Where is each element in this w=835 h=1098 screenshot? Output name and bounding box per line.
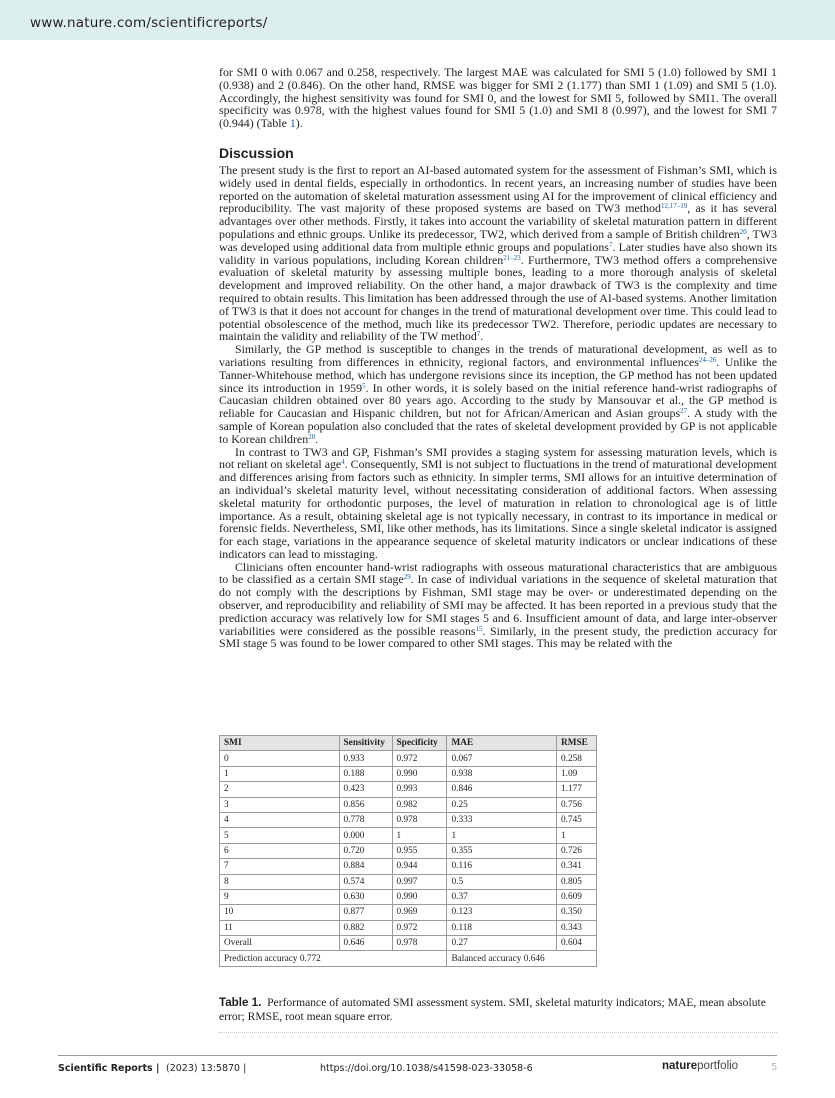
table-cell: 4: [220, 812, 340, 827]
table-cell: 0.37: [447, 889, 557, 904]
table-row-overall: [220, 936, 597, 951]
table-cell: 0.944: [392, 859, 447, 874]
table-cell: 0.969: [392, 905, 447, 920]
table-cell: 0.343: [557, 920, 597, 935]
table-row: [220, 751, 597, 766]
discussion-paragraph-4: Clinicians often encounter hand-wrist radiographs with osseous maturational characteristics that are ambiguous to be classified as a certain SMI stage$^{29}$. In case of individual variations in the sequence of skeletal maturation that do not comply with the descriptions by Fishman, SMI stage may be over- or underestimated depending on the observer, and reproducibility and reliability of SMI may be affected. It has been reported in a previous study that the prediction accuracy was relatively low for SMI stages 5 and 6. Insufficient amount of data, and large inter-observer variabilities were considered as the possible reasons$^{15}$. Similarly, in the present study, the prediction accuracy for SMI stage 5 was found to be lower compared to other SMI stages. This may be related with the: [219, 559, 777, 651]
discussion-paragraph-1: The present study is the first to report an AI-based automated system for the assessment of Fishman’s SMI, which is widely used in dental fields, especially in orthodontics. In recent years, an increasing number of studies have been reported on the automation of skeletal maturation assessment using AI for the improvement of clinical efficiency and reproducibility. The vast majority of these proposed systems are based on TW3 method$^{12,17-19}$, as it has several advantages over other methods. Firstly, it takes into account the variability of skeletal maturation pattern in different populations and ethnic groups. Unlike its predecessor, TW2, which derived from a sample of British children$^{20}$, TW3 was developed using additional data from multiple ethnic groups and populations$^7$. Later studies have also shown its validity in various populations, including Korean children$^{21-23}$. Furthermore, TW3 method offers a comprehensive evaluation of skeletal maturity by assessing multiple bones, leading to a more thorough analysis of skeletal development and improved reliability. On the other hand, a major drawback of TW3 is the complexity and time required to obtain results. This limitation has been addressed through the use of AI-based systems. Another limitation of TW3 is that it does not account for changes in the trend of maturational development over time. This could lead to potential obsolescence of the method, much like its predecessor TW2. Therefore, periodic updates are necessary to maintain the validity and reliability of the TW method$^7$.: [219, 162, 777, 344]
citation-link[interactable]: 4: [341, 458, 345, 467]
col-header-rmse: RMSE: [557, 736, 597, 751]
citation-link[interactable]: 27: [680, 407, 688, 416]
citation-link[interactable]: 7: [608, 240, 613, 249]
table-row: [220, 843, 597, 858]
caption-divider: [219, 1032, 777, 1033]
table-cell: 3: [220, 797, 340, 812]
table-cell: 0.067: [447, 751, 557, 766]
table-cell: 6: [220, 843, 340, 858]
table-row: [220, 782, 597, 797]
discussion-paragraph-3: In contrast to TW3 and GP, Fishman’s SMI provides a staging system for assessing maturation levels, which is not reliant on skeletal age$^4$. Consequently, SMI is not subject to fluctuations in the trend of maturational development and differences arising from factors such as ethnicity. In simpler terms, SMI allows for an intuitive determination of an individual’s skeletal maturity level, without necessitating consideration of additional factors. When assessing skeletal maturity for orthodontic purposes, the level of maturation in relation to chronological age is of little importance. As a result, obtaining skeletal age is not typically necessary, in contrast to its importance in medical or forensic fields. Nevertheless, SMI, like other methods, has its limitations. Since a single skeletal indicator is assigned for each stage, variations in the appearance sequence of skeletal maturity indicators or unclear indications of these indicators can lead to misstaging.: [219, 444, 777, 561]
table-cell: 1: [392, 828, 447, 843]
nature-portfolio-logo: natureportfolio: [662, 1060, 739, 1072]
citation-link[interactable]: 29: [403, 573, 411, 582]
footer-citation: (2023) 13:5870 |: [166, 1063, 247, 1074]
table-cell: 8: [220, 874, 340, 889]
table-cell: 0.355: [447, 843, 557, 858]
table-cell: 0.720: [339, 843, 392, 858]
table-row: [220, 859, 597, 874]
table-cell: 0.846: [447, 782, 557, 797]
table-row: [220, 920, 597, 935]
table-cell: 5: [220, 828, 340, 843]
table-cell: 0.884: [339, 859, 392, 874]
table-cell: 0.997: [392, 874, 447, 889]
table-cell: 0.955: [392, 843, 447, 858]
table-row: [220, 812, 597, 827]
table-cell: 0.000: [339, 828, 392, 843]
table-cell: 0.423: [339, 782, 392, 797]
table-cell: 0.25: [447, 797, 557, 812]
table-row: [220, 797, 597, 812]
citation-link[interactable]: 15: [475, 624, 483, 633]
table-footer-row: [220, 951, 597, 966]
footer-divider: [58, 1055, 777, 1056]
article-body: [219, 66, 777, 650]
discussion-paragraph-2: Similarly, the GP method is susceptible to changes in the trends of maturational development, as well as to variations resulting from differences in ethnicity, regional factors, and environmental influences$^{24-26}$. Unlike the Tanner-Whitehouse method, which has undergone revisions since its inception, the GP method has not been updated since its introduction in 1959$^5$. In other words, it is solely based on the initial reference hand-wrist radiographs of Caucasian children obtained over 80 years ago. According to the study by Mansouvar et al., the GP method is reliable for Caucasian and Hispanic children, but not for African/American and Asian groups$^{27}$. A study with the sample of Korean population also concluded that the rates of skeletal development provided by GP is not applicable to Korean children$^{28}$.: [219, 342, 778, 446]
table-cell: 0.877: [339, 905, 392, 920]
table-cell: 0.258: [557, 751, 597, 766]
citation-link[interactable]: 5: [362, 381, 366, 390]
table-cell: 1: [220, 766, 340, 781]
table-cell: 0.609: [557, 889, 597, 904]
table-cell: 7: [220, 859, 340, 874]
table-cell: 0.938: [447, 766, 557, 781]
balanced-accuracy-cell: Balanced accuracy 0.646: [447, 951, 597, 966]
col-header-mae: MAE: [447, 736, 557, 751]
citation-link[interactable]: 24–26: [698, 355, 717, 364]
performance-table: [219, 735, 597, 967]
col-header-sensitivity: Sensitivity: [339, 736, 392, 751]
journal-url[interactable]: www.nature.com/scientificreports/: [30, 15, 268, 31]
table-cell: 0.630: [339, 889, 392, 904]
prediction-accuracy-cell: Prediction accuracy 0.772: [220, 951, 447, 966]
table-cell: 0.5: [447, 874, 557, 889]
table-cell: 0.990: [392, 889, 447, 904]
table-caption-text: Performance of automated SMI assessment system. SMI, skeletal maturity indicators; MAE, mean absolute error; RMSE, root mean square error.: [219, 996, 766, 1023]
table-row: [220, 889, 597, 904]
table-cell: 0.882: [339, 920, 392, 935]
table-cell: 10: [220, 905, 340, 920]
table-row: [220, 905, 597, 920]
table-cell: 0.726: [557, 843, 597, 858]
table-cell: 0.341: [557, 859, 597, 874]
table-cell: 0.972: [392, 920, 447, 935]
footer-journal: Scientific Reports |: [58, 1063, 160, 1074]
table-cell: 0.856: [339, 797, 392, 812]
table-cell: 9: [220, 889, 340, 904]
table-cell: 0.933: [339, 751, 392, 766]
citation-link[interactable]: 21–23: [503, 253, 521, 262]
table-cell: 0.604: [557, 936, 597, 951]
table-cell: 0.993: [392, 782, 447, 797]
table-cell: 0.118: [447, 920, 557, 935]
table-cell: 0.990: [392, 766, 447, 781]
table-cell: 1: [447, 828, 557, 843]
page-number: 5: [771, 1062, 778, 1073]
table-row: [220, 766, 597, 781]
citation-link[interactable]: 7: [476, 330, 481, 339]
table-cell: 0.350: [557, 905, 597, 920]
table-cell: 0.972: [392, 751, 447, 766]
table-cell: 1.09: [557, 766, 597, 781]
table-caption-label: Table 1.: [219, 996, 262, 1009]
table-cell: 0: [220, 751, 340, 766]
footer-doi-link[interactable]: https://doi.org/10.1038/s41598-023-33058-6: [320, 1063, 533, 1074]
table-cell: 0.756: [557, 797, 597, 812]
table-caption: [219, 996, 779, 1024]
table-cell: 1: [557, 828, 597, 843]
table-cell: 1.177: [557, 782, 597, 797]
table-cell: Overall: [220, 936, 340, 951]
table-cell: 2: [220, 782, 340, 797]
section-heading-discussion: Discussion: [219, 144, 294, 161]
journal-header-bar: [0, 0, 835, 40]
table-cell: 0.333: [447, 812, 557, 827]
table-row: [220, 828, 597, 843]
table-row: [220, 874, 597, 889]
citation-link[interactable]: 12,17–19: [660, 202, 688, 211]
table-cell: 0.116: [447, 859, 557, 874]
table-cell: 0.574: [339, 874, 392, 889]
table-cell: 11: [220, 920, 340, 935]
citation-link[interactable]: 28: [308, 432, 316, 441]
table-cell: 0.188: [339, 766, 392, 781]
table-cell: 0.978: [392, 936, 447, 951]
table-cell: 0.805: [557, 874, 597, 889]
table-link[interactable]: 1: [289, 116, 296, 131]
col-header-specificity: Specificity: [392, 736, 447, 751]
table-header-row: [220, 736, 597, 751]
table-cell: 0.646: [339, 936, 392, 951]
table-cell: 0.982: [392, 797, 447, 812]
table-cell: 0.123: [447, 905, 557, 920]
citation-link[interactable]: 20: [739, 227, 747, 236]
results-paragraph: for SMI 0 with 0.067 and 0.258, respectively. The largest MAE was calculated for SMI 5 (1.0) followed by SMI 1 (0.938) and 2 (0.846). On the other hand, RMSE was bigger for SMI 2 (1.177) than SMI 1 (1.09) and SMI 5 (1.0). Accordingly, the highest sensitivity was found for SMI 0, and the lowest for SMI 5, followed by SMI1. The overall specificity was 0.978, with the highest values found for SMI 5 (1.0) and SMI 8 (0.997), and the lowest for SMI 7 (0.944) (Table 1).: [219, 65, 777, 131]
table-cell: 0.27: [447, 936, 557, 951]
table-cell: 0.778: [339, 812, 392, 827]
table-cell: 0.978: [392, 812, 447, 827]
table-cell: 0.745: [557, 812, 597, 827]
col-header-smi: SMI: [220, 736, 340, 751]
